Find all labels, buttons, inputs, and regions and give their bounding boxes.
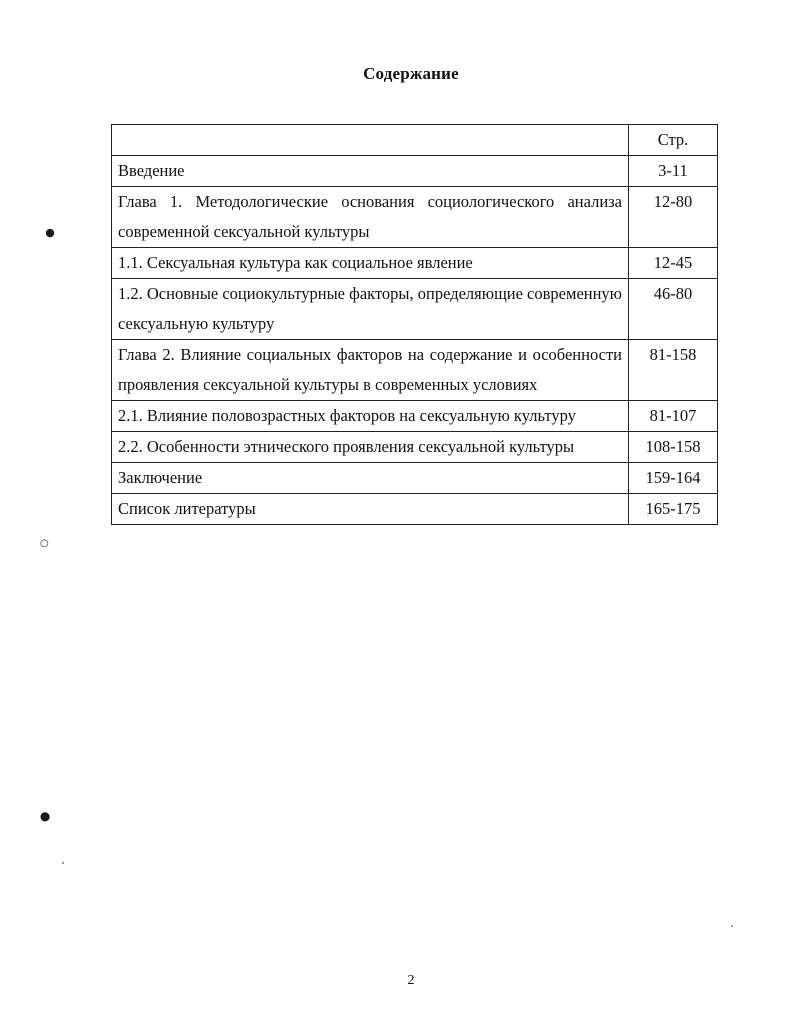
table-row bbox=[112, 401, 718, 432]
toc-page-range: 3-11 bbox=[629, 156, 718, 187]
table-row bbox=[112, 432, 718, 463]
toc-page-range: 165-175 bbox=[629, 494, 718, 525]
table-row bbox=[112, 187, 718, 248]
toc-entry: 1.2. Основные социокультурные факторы, определяющие современную сексуальную культуру bbox=[112, 279, 629, 340]
toc-entry: Глава 1. Методологические основания социологического анализа современной сексуальной культуры bbox=[112, 187, 629, 248]
toc-entry: Введение bbox=[112, 156, 629, 187]
toc-page-range: 81-107 bbox=[629, 401, 718, 432]
toc-entry: 2.1. Влияние половозрастных факторов на сексуальную культуру bbox=[112, 401, 629, 432]
table-row bbox=[112, 156, 718, 187]
scan-speck bbox=[62, 862, 64, 864]
table-row bbox=[112, 248, 718, 279]
toc-header-row bbox=[112, 125, 718, 156]
toc-entry: Заключение bbox=[112, 463, 629, 494]
toc-page-range: 159-164 bbox=[629, 463, 718, 494]
toc-page-range: 108-158 bbox=[629, 432, 718, 463]
scan-artifact: ● bbox=[38, 808, 52, 824]
toc-entry: 1.1. Сексуальная культура как социальное явление bbox=[112, 248, 629, 279]
toc-page-range: 46-80 bbox=[629, 279, 718, 340]
toc-page-range: 12-45 bbox=[629, 248, 718, 279]
toc-header-entry bbox=[112, 125, 629, 156]
page-number: 2 bbox=[407, 973, 415, 988]
toc-entry: Глава 2. Влияние социальных факторов на содержание и особенности проявления сексуальной культуры в современных условиях bbox=[112, 340, 629, 401]
toc-entry: Список литературы bbox=[112, 494, 629, 525]
table-row bbox=[112, 340, 718, 401]
table-row bbox=[112, 279, 718, 340]
table-row bbox=[112, 494, 718, 525]
table-row bbox=[112, 463, 718, 494]
table-of-contents bbox=[111, 124, 718, 525]
toc-page-range: 12-80 bbox=[629, 187, 718, 248]
document-title: Содержание bbox=[363, 64, 459, 83]
scan-speck bbox=[731, 925, 733, 927]
toc-entry: 2.2. Особенности этнического проявления сексуальной культуры bbox=[112, 432, 629, 463]
toc-page-range: 81-158 bbox=[629, 340, 718, 401]
toc-header-page: Стр. bbox=[629, 125, 718, 156]
scan-artifact: ● bbox=[43, 224, 57, 241]
scan-artifact: ○ bbox=[40, 538, 49, 549]
